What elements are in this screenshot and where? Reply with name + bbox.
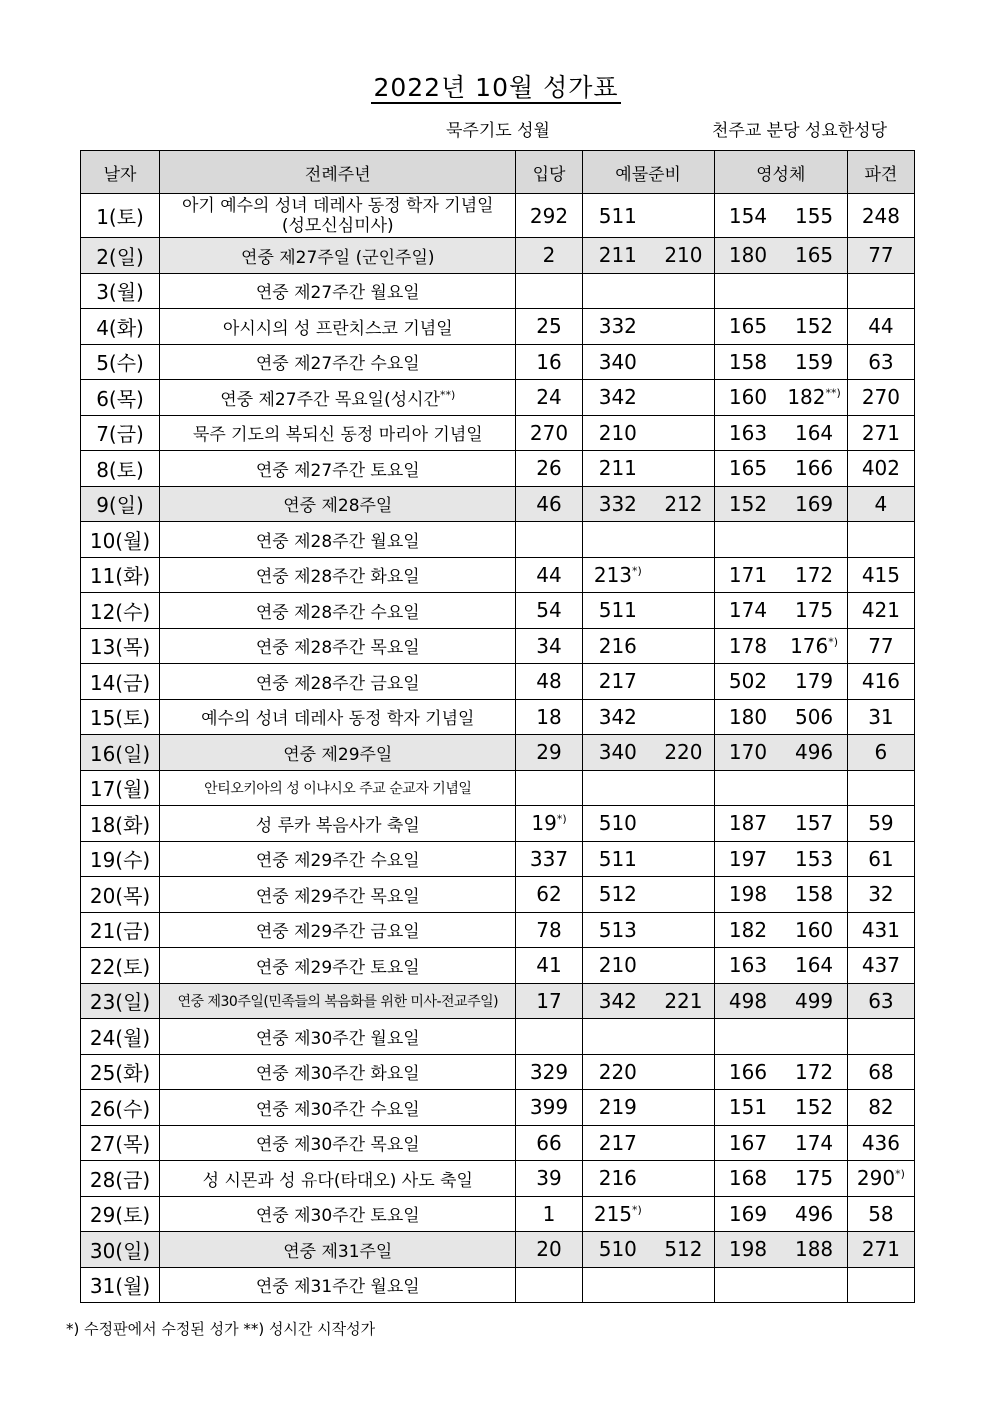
row-dismissal [847,522,914,558]
row-offertory-2 [653,948,714,984]
row-feast: 안티오키아의 성 이냐시오 주교 순교자 기념일 [160,770,516,806]
row-offertory-2 [653,1196,714,1232]
row-communion-1: 178 [714,628,781,664]
row-feast: 연중 제29주간 토요일 [160,948,516,984]
row-communion-1: 171 [714,557,781,593]
row-date: 23(일) [81,983,160,1019]
row-dismissal: 416 [847,664,914,700]
row-entrance [516,1019,582,1055]
row-dismissal: 271 [847,1232,914,1268]
row-date: 5(수) [81,344,160,380]
row-offertory-1 [582,273,653,309]
table-row [81,451,915,487]
row-dismissal: 431 [847,912,914,948]
table-row [81,415,915,451]
row-feast: 연중 제27주간 수요일 [160,344,516,380]
row-dismissal: 59 [847,806,914,842]
row-communion-2: 165 [781,238,847,274]
row-entrance: 48 [516,664,582,700]
row-feast: 연중 제30주간 월요일 [160,1019,516,1055]
row-offertory-2 [653,522,714,558]
row-entrance: 41 [516,948,582,984]
row-feast: 연중 제30주간 목요일 [160,1125,516,1161]
row-offertory-1: 220 [582,1054,653,1090]
row-dismissal: 402 [847,451,914,487]
row-communion-1: 198 [714,1232,781,1268]
row-communion-1: 502 [714,664,781,700]
row-offertory-1: 217 [582,1125,653,1161]
row-offertory-2: 512 [653,1232,714,1268]
row-offertory-2 [653,1090,714,1126]
row-communion-1: 182 [714,912,781,948]
row-dismissal: 77 [847,238,914,274]
row-feast: 연중 제30주일(민족들의 복음화를 위한 미사-전교주일) [160,983,516,1019]
row-offertory-2 [653,1054,714,1090]
row-dismissal: 58 [847,1196,914,1232]
table-row [81,238,915,274]
row-entrance: 399 [516,1090,582,1126]
row-offertory-2 [653,770,714,806]
row-dismissal: 290*) [847,1161,914,1197]
table-row [81,273,915,309]
table-row [81,1232,915,1268]
row-offertory-2 [653,877,714,913]
row-entrance: 46 [516,486,582,522]
row-communion-2: 175 [781,593,847,629]
row-date: 13(목) [81,628,160,664]
row-entrance [516,522,582,558]
table-row [81,1125,915,1161]
row-offertory-1: 215*) [582,1196,653,1232]
row-communion-2: 153 [781,841,847,877]
row-dismissal: 270 [847,380,914,416]
row-offertory-1: 340 [582,344,653,380]
row-entrance: 25 [516,309,582,345]
row-communion-2: 506 [781,699,847,735]
row-offertory-2 [653,806,714,842]
row-dismissal [847,1267,914,1303]
row-communion-2: 164 [781,415,847,451]
row-entrance [516,273,582,309]
row-feast: 연중 제30주간 수요일 [160,1090,516,1126]
row-communion-1: 498 [714,983,781,1019]
row-offertory-1: 211 [582,451,653,487]
row-offertory-1: 342 [582,699,653,735]
row-communion-2: 182**) [781,380,847,416]
row-offertory-1: 210 [582,415,653,451]
row-date: 29(토) [81,1196,160,1232]
row-entrance: 18 [516,699,582,735]
row-offertory-2 [653,415,714,451]
row-communion-1: 197 [714,841,781,877]
row-entrance: 24 [516,380,582,416]
row-offertory-1: 211 [582,238,653,274]
table-row [81,699,915,735]
row-feast: 연중 제28주간 금요일 [160,664,516,700]
row-communion-2: 188 [781,1232,847,1268]
row-offertory-2 [653,1125,714,1161]
row-entrance: 20 [516,1232,582,1268]
row-communion-1 [714,273,781,309]
row-feast: 연중 제29주간 금요일 [160,912,516,948]
row-offertory-2: 221 [653,983,714,1019]
row-communion-2 [781,522,847,558]
row-offertory-2 [653,699,714,735]
row-offertory-2 [653,1019,714,1055]
row-offertory-2 [653,273,714,309]
table-row [81,1196,915,1232]
row-feast: 연중 제27주간 토요일 [160,451,516,487]
row-entrance: 39 [516,1161,582,1197]
row-feast: 연중 제28주간 수요일 [160,593,516,629]
row-communion-2: 175 [781,1161,847,1197]
row-communion-1: 163 [714,415,781,451]
row-date: 22(토) [81,948,160,984]
row-offertory-1: 511 [582,841,653,877]
row-offertory-1: 217 [582,664,653,700]
row-date: 25(화) [81,1054,160,1090]
row-feast: 연중 제28주간 월요일 [160,522,516,558]
row-feast: 연중 제28주간 목요일 [160,628,516,664]
row-date: 14(금) [81,664,160,700]
row-feast: 연중 제28주간 화요일 [160,557,516,593]
row-feast: 연중 제30주간 토요일 [160,1196,516,1232]
row-feast: 연중 제31주간 월요일 [160,1267,516,1303]
row-feast: 연중 제27주일 (군인주일) [160,238,516,274]
row-offertory-1: 332 [582,486,653,522]
row-communion-1: 169 [714,1196,781,1232]
row-dismissal: 63 [847,983,914,1019]
row-communion-1 [714,1019,781,1055]
row-feast: 연중 제31주일 [160,1232,516,1268]
row-dismissal [847,273,914,309]
row-date: 15(토) [81,699,160,735]
row-offertory-1 [582,1019,653,1055]
row-date: 17(월) [81,770,160,806]
hymn-table [80,150,915,1303]
row-date: 11(화) [81,557,160,593]
row-communion-2 [781,1267,847,1303]
row-communion-1 [714,1267,781,1303]
row-offertory-1: 332 [582,309,653,345]
row-offertory-2 [653,841,714,877]
row-offertory-1: 510 [582,1232,653,1268]
row-communion-1 [714,770,781,806]
row-communion-1: 160 [714,380,781,416]
table-row [81,344,915,380]
row-feast: 연중 제27주간 월요일 [160,273,516,309]
row-dismissal: 4 [847,486,914,522]
row-communion-1: 151 [714,1090,781,1126]
row-communion-2: 172 [781,557,847,593]
row-date: 31(월) [81,1267,160,1303]
row-communion-2: 179 [781,664,847,700]
row-date: 19(수) [81,841,160,877]
row-communion-2: 157 [781,806,847,842]
row-offertory-1 [582,770,653,806]
table-row [81,664,915,700]
row-communion-1: 180 [714,238,781,274]
row-date: 21(금) [81,912,160,948]
table-row [81,1161,915,1197]
row-offertory-1: 219 [582,1090,653,1126]
month-theme: 묵주기도 성월 [446,121,550,141]
table-row [81,841,915,877]
row-dismissal: 437 [847,948,914,984]
row-dismissal: 271 [847,415,914,451]
row-entrance: 292 [516,194,582,238]
row-feast: 연중 제30주간 화요일 [160,1054,516,1090]
row-entrance [516,770,582,806]
row-dismissal: 68 [847,1054,914,1090]
table-row [81,486,915,522]
row-offertory-1: 511 [582,194,653,238]
table-row [81,557,915,593]
row-communion-2: 499 [781,983,847,1019]
row-offertory-2: 212 [653,486,714,522]
row-dismissal: 6 [847,735,914,771]
row-communion-1 [714,522,781,558]
row-dismissal: 61 [847,841,914,877]
row-dismissal: 44 [847,309,914,345]
row-date: 10(월) [81,522,160,558]
header-dismissal: 파견 [847,151,914,194]
row-dismissal: 415 [847,557,914,593]
row-communion-1: 167 [714,1125,781,1161]
row-communion-2: 152 [781,309,847,345]
row-offertory-1: 511 [582,593,653,629]
row-date: 24(월) [81,1019,160,1055]
row-communion-2: 166 [781,451,847,487]
row-communion-2: 169 [781,486,847,522]
row-dismissal [847,770,914,806]
row-feast: 성 루카 복음사가 축일 [160,806,516,842]
row-communion-2: 176*) [781,628,847,664]
row-communion-1: 158 [714,344,781,380]
table-row [81,877,915,913]
row-communion-1: 198 [714,877,781,913]
row-feast: 연중 제29주간 수요일 [160,841,516,877]
row-offertory-2 [653,344,714,380]
table-row [81,522,915,558]
table-row [81,1090,915,1126]
row-communion-2: 152 [781,1090,847,1126]
header-communion: 영성체 [714,151,847,194]
row-entrance: 337 [516,841,582,877]
row-feast: 예수의 성녀 데레사 동정 학자 기념일 [160,699,516,735]
row-entrance: 19*) [516,806,582,842]
row-communion-2: 159 [781,344,847,380]
header-entrance: 입당 [516,151,582,194]
row-offertory-1: 216 [582,628,653,664]
row-dismissal: 248 [847,194,914,238]
row-offertory-1: 340 [582,735,653,771]
row-offertory-2 [653,664,714,700]
row-offertory-1 [582,522,653,558]
row-entrance: 62 [516,877,582,913]
table-header-row [81,151,915,194]
row-entrance: 29 [516,735,582,771]
row-communion-1: 165 [714,451,781,487]
row-dismissal: 31 [847,699,914,735]
row-date: 20(목) [81,877,160,913]
row-date: 3(월) [81,273,160,309]
row-offertory-1: 216 [582,1161,653,1197]
row-dismissal: 32 [847,877,914,913]
row-date: 30(일) [81,1232,160,1268]
row-communion-2: 164 [781,948,847,984]
footnote: *) 수정판에서 수정된 성가 **) 성시간 시작성가 [66,1320,376,1338]
row-communion-1: 170 [714,735,781,771]
table-row [81,380,915,416]
page-title: 2022년 10월 성가표 [373,73,619,102]
row-date: 2(일) [81,238,160,274]
row-communion-2: 496 [781,735,847,771]
table-row [81,770,915,806]
row-communion-1: 180 [714,699,781,735]
row-offertory-1: 513 [582,912,653,948]
row-offertory-2: 210 [653,238,714,274]
row-date: 9(일) [81,486,160,522]
table-row [81,1267,915,1303]
row-offertory-1: 210 [582,948,653,984]
row-offertory-2 [653,194,714,238]
row-offertory-1: 342 [582,380,653,416]
row-offertory-1: 342 [582,983,653,1019]
row-communion-1: 152 [714,486,781,522]
row-offertory-2 [653,557,714,593]
row-offertory-1: 213*) [582,557,653,593]
row-date: 7(금) [81,415,160,451]
row-date: 27(목) [81,1125,160,1161]
row-communion-2 [781,770,847,806]
row-dismissal: 421 [847,593,914,629]
row-entrance: 26 [516,451,582,487]
table-row [81,593,915,629]
row-communion-1: 166 [714,1054,781,1090]
table-row [81,948,915,984]
row-communion-1: 187 [714,806,781,842]
row-dismissal: 63 [847,344,914,380]
row-feast: 아기 예수의 성녀 데레사 동정 학자 기념일 (성모신심미사) [160,194,516,238]
table-row [81,983,915,1019]
table-row [81,309,915,345]
row-entrance: 78 [516,912,582,948]
parish-name: 천주교 분당 성요한성당 [712,121,888,141]
header-feast: 전례주년 [160,151,516,194]
row-entrance: 34 [516,628,582,664]
table-row [81,194,915,238]
row-dismissal: 82 [847,1090,914,1126]
row-date: 28(금) [81,1161,160,1197]
table-row [81,1019,915,1055]
row-communion-2: 174 [781,1125,847,1161]
row-feast: 연중 제28주일 [160,486,516,522]
row-dismissal: 436 [847,1125,914,1161]
row-offertory-2: 220 [653,735,714,771]
row-feast: 성 시몬과 성 유다(타대오) 사도 축일 [160,1161,516,1197]
row-communion-2 [781,1019,847,1055]
row-date: 18(화) [81,806,160,842]
row-offertory-1: 510 [582,806,653,842]
row-entrance: 16 [516,344,582,380]
row-communion-2: 155 [781,194,847,238]
header-date: 날자 [81,151,160,194]
row-offertory-2 [653,1161,714,1197]
row-offertory-1 [582,1267,653,1303]
row-date: 6(목) [81,380,160,416]
row-feast: 연중 제29주일 [160,735,516,771]
row-communion-2 [781,273,847,309]
row-communion-2: 158 [781,877,847,913]
row-offertory-2 [653,912,714,948]
row-communion-1: 165 [714,309,781,345]
row-offertory-2 [653,380,714,416]
row-communion-2: 172 [781,1054,847,1090]
row-communion-1: 168 [714,1161,781,1197]
row-entrance: 54 [516,593,582,629]
row-entrance: 17 [516,983,582,1019]
row-offertory-2 [653,1267,714,1303]
row-feast: 연중 제29주간 목요일 [160,877,516,913]
table-row [81,912,915,948]
table-row [81,628,915,664]
row-dismissal: 77 [847,628,914,664]
table-row [81,735,915,771]
row-dismissal [847,1019,914,1055]
row-feast: 묵주 기도의 복되신 동정 마리아 기념일 [160,415,516,451]
row-entrance: 1 [516,1196,582,1232]
row-date: 26(수) [81,1090,160,1126]
header-offertory: 예물준비 [582,151,714,194]
row-date: 1(토) [81,194,160,238]
row-entrance: 2 [516,238,582,274]
table-row [81,806,915,842]
row-entrance: 66 [516,1125,582,1161]
row-date: 4(화) [81,309,160,345]
row-offertory-2 [653,451,714,487]
row-communion-1: 163 [714,948,781,984]
row-date: 16(일) [81,735,160,771]
row-feast: 아시시의 성 프란치스코 기념일 [160,309,516,345]
row-communion-1: 174 [714,593,781,629]
row-offertory-2 [653,593,714,629]
row-offertory-2 [653,628,714,664]
row-entrance: 270 [516,415,582,451]
row-date: 8(토) [81,451,160,487]
row-offertory-1: 512 [582,877,653,913]
row-date: 12(수) [81,593,160,629]
row-communion-2: 160 [781,912,847,948]
table-row [81,1054,915,1090]
row-entrance: 44 [516,557,582,593]
row-feast: 연중 제27주간 목요일(성시간**) [160,380,516,416]
row-entrance: 329 [516,1054,582,1090]
row-offertory-2 [653,309,714,345]
row-communion-2: 496 [781,1196,847,1232]
row-communion-1: 154 [714,194,781,238]
row-entrance [516,1267,582,1303]
